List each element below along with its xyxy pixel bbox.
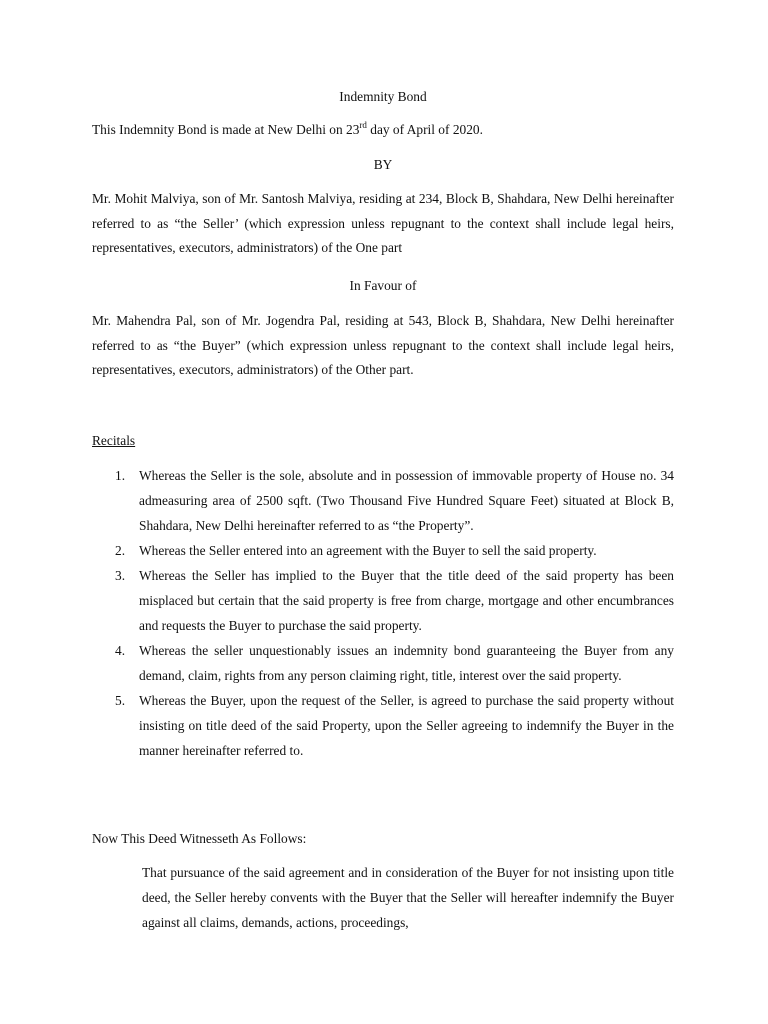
list-item-number: 1.	[115, 468, 126, 483]
seller-paragraph: Mr. Mohit Malviya, son of Mr. Santosh Malviya, residing at 234, Block B, Shahdara, New Delhi hereinafter referred to as “the Seller’ (which expression unless repugnant to the context shall include legal heirs, representatives, executors, administrators) of the One part	[92, 191, 674, 255]
list-item	[92, 563, 674, 638]
witnesseth-paragraph: That pursuance of the said agreement and in consideration of the Buyer for not insisting upon title deed, the Seller hereby convents with the Buyer that the Seller will hereafter indemnify the Buyer against all claims, demands, actions, proceedings,	[142, 865, 674, 930]
document-title: Indemnity Bond	[339, 89, 427, 104]
list-item-number: 4.	[115, 643, 126, 658]
list-item-text: Whereas the Seller entered into an agreement with the Buyer to sell the said property.	[139, 543, 597, 558]
recitals-list	[92, 463, 674, 763]
list-item-text: Whereas the Buyer, upon the request of the Seller, is agreed to purchase the said property without insisting on title deed of the said Property, upon the Seller agreeing to indemnify the Buyer in the manner hereinafter referred to.	[139, 693, 674, 758]
list-item-number: 3.	[115, 568, 126, 583]
list-item-text: Whereas the Seller is the sole, absolute and in possession of immovable property of House no. 34 admeasuring area of 2500 sqft. (Two Thousand Five Hundred Square Feet) situated at Block B, Shahdara, New Delhi hereinafter referred to as “the Property”.	[139, 468, 674, 533]
by-label: BY	[373, 157, 393, 172]
list-item	[92, 538, 674, 563]
list-item-number: 2.	[115, 543, 126, 558]
list-item-text: Whereas the seller unquestionably issues an indemnity bond guaranteeing the Buyer from any demand, claim, rights from any person claiming right, title, interest over the said property.	[139, 643, 674, 683]
intro-prefix: This Indemnity Bond is made at New Delhi on 23	[92, 122, 360, 137]
recitals-heading: Recitals	[92, 433, 136, 448]
list-item	[92, 688, 674, 763]
intro-superscript: rd	[359, 119, 367, 130]
list-item-text: Whereas the Seller has implied to the Buyer that the title deed of the said property has been misplaced but certain that the said property is free from charge, mortgage and other encumbrances and requests the Buyer to purchase the said property.	[139, 568, 674, 633]
buyer-paragraph: Mr. Mahendra Pal, son of Mr. Jogendra Pal, residing at 543, Block B, Shahdara, New Delhi hereinafter referred to as “the Buyer” (which expression unless repugnant to the context shall include legal heirs, representatives, executors, administrators) of the Other part.	[92, 313, 674, 377]
list-item	[92, 638, 674, 688]
intro-line	[92, 120, 483, 140]
in-favour-label: In Favour of	[349, 278, 417, 293]
intro-suffix: day of April of 2020.	[366, 122, 483, 137]
list-item	[92, 463, 674, 538]
list-item-number: 5.	[115, 693, 126, 708]
witnesseth-heading: Now This Deed Witnesseth As Follows:	[92, 831, 307, 846]
